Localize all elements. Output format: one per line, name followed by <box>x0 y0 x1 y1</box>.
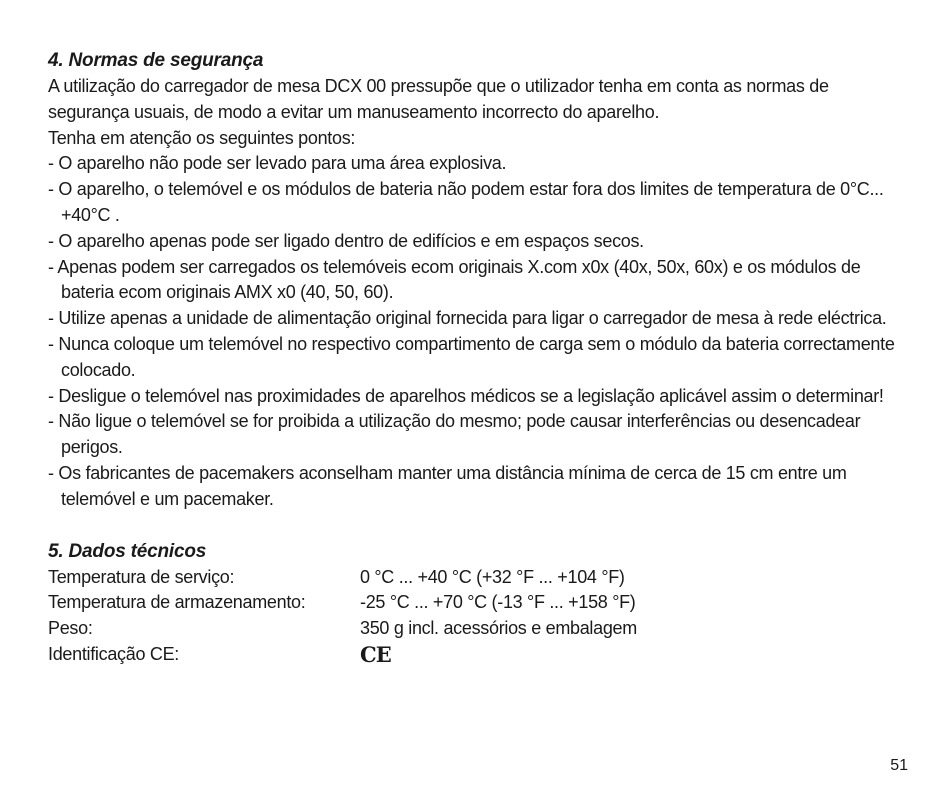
safety-item: - O aparelho não pode ser levado para uma área explosiva. <box>48 153 507 174</box>
spec-label: Peso: <box>48 618 93 639</box>
ce-mark-icon: CE <box>360 641 391 667</box>
spec-row-weight <box>48 616 908 642</box>
section-4-intro: A utilização do carregador de mesa DCX 00 pressupõe que o utilizador tenha em conta as normas de segurança usuais, de modo a evitar um manuseamento incorrecto do aparelho. <box>48 76 829 122</box>
section-4-lead: Tenha em atenção os seguintes pontos: <box>48 127 356 148</box>
spec-value: 350 g incl. acessórios e embalagem <box>360 618 637 639</box>
safety-item: - O aparelho apenas pode ser ligado dentro de edifícios e em espaços secos. <box>48 230 644 251</box>
document-page <box>48 48 908 668</box>
spec-label: Identificação CE: <box>48 643 179 664</box>
spec-row-ce <box>48 642 908 668</box>
spec-label: Temperatura de armazenamento: <box>48 592 306 613</box>
safety-item: - Nunca coloque um telemóvel no respectivo compartimento de carga sem o módulo da bateria correctamente colocado. <box>48 333 895 380</box>
safety-item: - O aparelho, o telemóvel e os módulos de bateria não podem estar fora dos limites de temperatura de 0°C... +40°C . <box>48 179 884 225</box>
safety-item: - Utilize apenas a unidade de alimentação original fornecida para ligar o carregador de mesa à rede eléctrica. <box>48 308 887 329</box>
safety-item: - Desligue o telemóvel nas proximidades de aparelhos médicos se a legislação aplicável assim o determinar! <box>48 385 884 406</box>
section-spacer <box>48 513 908 539</box>
safety-item: - Não ligue o telemóvel se for proibida a utilização do mesmo; pode causar interferências ou desencadear perigos. <box>48 411 861 458</box>
safety-list <box>48 151 908 512</box>
spec-row-operating-temp <box>48 565 908 591</box>
spec-value: -25 °C ... +70 °C (-13 °F ... +158 °F) <box>360 592 636 613</box>
section-4-title: 4. Normas de segurança <box>48 50 264 71</box>
spec-label: Temperatura de serviço: <box>48 566 235 587</box>
section-5-title: 5. Dados técnicos <box>48 540 207 562</box>
spec-row-storage-temp <box>48 590 908 616</box>
safety-item: - Apenas podem ser carregados os telemóveis ecom originais X.com x0x (40x, 50x, 60x) e os módulos de bateria ecom originais AMX x0 (40, 50, 60). <box>48 256 861 303</box>
tech-specs-table <box>48 565 908 668</box>
page-number: 51 <box>890 757 908 774</box>
safety-item: - Os fabricantes de pacemakers aconselham manter uma distância mínima de cerca de 15 cm entre um telemóvel e um pacemaker. <box>48 462 847 509</box>
spec-value: 0 °C ... +40 °C (+32 °F ... +104 °F) <box>360 566 625 587</box>
